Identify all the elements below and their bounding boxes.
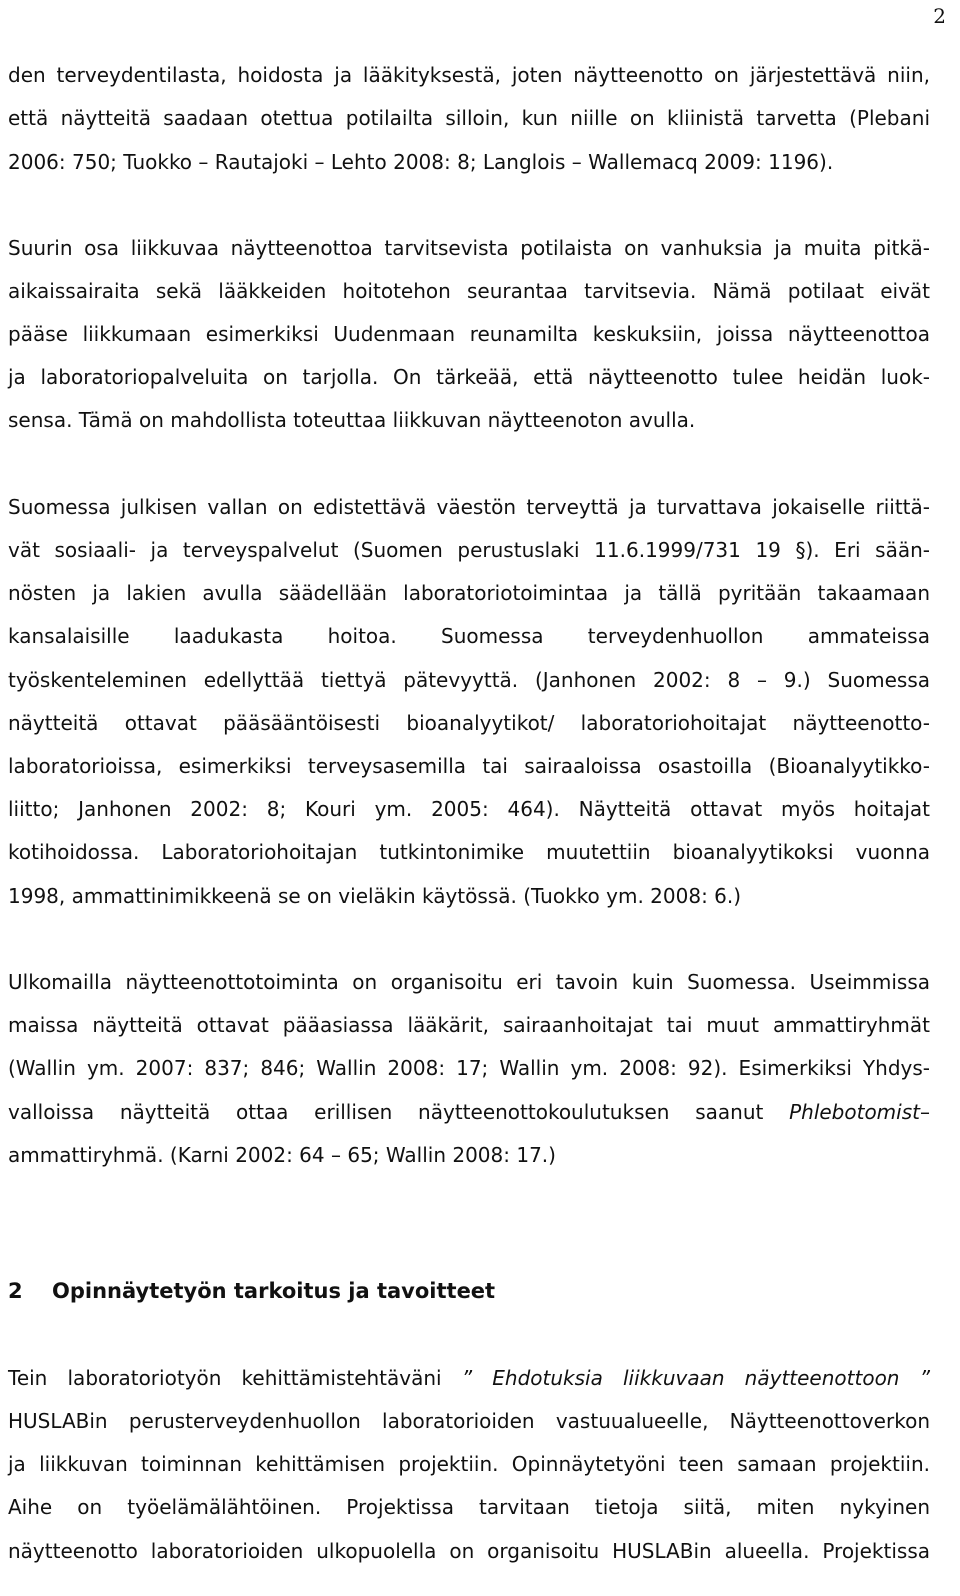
paragraph-5-line: ja liikkuvan toiminnan kehittämisen projektiin. Opinnäytetyöni teen samaan projektiin.	[8, 1452, 930, 1476]
paragraph-4-text: valloissa näytteitä ottaa erillisen näytteenottokoulutuksen saanut	[8, 1100, 790, 1124]
paragraph-2-line: ja laboratoriopalveluita on tarjolla. On tärkeää, että näytteenotto tulee heidän luok-	[8, 365, 930, 389]
paragraph-3-line: vät sosiaali- ja terveyspalvelut (Suomen perustuslaki 11.6.1999/731 19 §). Eri sään-	[8, 538, 930, 562]
paragraph-3-line: liitto; Janhonen 2002: 8; Kouri ym. 2005: 464). Näytteitä ottavat myös hoitajat	[8, 797, 930, 821]
paragraph-4-line: (Wallin ym. 2007: 837; 846; Wallin 2008: 17; Wallin ym. 2008: 92). Esimerkiksi Yhdys-	[8, 1056, 930, 1080]
paragraph-4-line: maissa näytteitä ottavat pääasiassa lääkärit, sairaanhoitajat tai muut ammattiryhmät	[8, 1013, 930, 1037]
section-number: 2	[8, 1279, 23, 1303]
paragraph-3-line: työskenteleminen edellyttää tiettyä pätevyyttä. (Janhonen 2002: 8 – 9.) Suomessa	[8, 668, 930, 692]
paragraph-1-line: 2006: 750; Tuokko – Rautajoki – Lehto 2008: 8; Langlois – Wallemacq 2009: 1196).	[8, 150, 834, 174]
paragraph-1-line: den terveydentilasta, hoidosta ja lääkityksestä, joten näytteenotto on järjestettävä niin,	[8, 63, 930, 87]
section-title: Opinnäytetyön tarkoitus ja tavoitteet	[52, 1279, 496, 1303]
paragraph-3-line: nösten ja lakien avulla säädellään laboratoriotoimintaa ja tällä pyritään takaamaan	[8, 581, 930, 605]
paragraph-2-line: Suurin osa liikkuvaa näytteenottoa tarvitsevista potilaista on vanhuksia ja muita pitkä-	[8, 236, 930, 260]
paragraph-2-line: pääse liikkumaan esimerkiksi Uudenmaan reunamilta keskuksiin, joissa näytteenottoa	[8, 322, 930, 346]
section-heading	[8, 1279, 495, 1303]
paragraph-4-dash: –	[920, 1100, 930, 1124]
paragraph-4-line: Ulkomailla näytteenottotoiminta on organisoitu eri tavoin kuin Suomessa. Useimmissa	[8, 970, 930, 994]
paragraph-4-line: ammattiryhmä. (Karni 2002: 64 – 65; Wallin 2008: 17.)	[8, 1143, 556, 1167]
paragraph-3-line: 1998, ammattinimikkeenä se on vieläkin käytössä. (Tuokko ym. 2008: 6.)	[8, 884, 742, 908]
paragraph-5-line	[8, 1365, 930, 1391]
paragraph-5-line: Aihe on työelämälähtöinen. Projektissa tarvitaan tietoja siitä, miten nykyinen	[8, 1495, 930, 1519]
paragraph-3-line: laboratorioissa, esimerkiksi terveysasemilla tai sairaaloissa osastoilla (Bioanalyytikko-	[8, 754, 930, 778]
paragraph-5-text: Tein laboratoriotyön kehittämistehtäväni	[8, 1366, 462, 1390]
phlebotomist-term: Phlebotomist	[789, 1100, 920, 1124]
paragraph-4-line	[8, 1099, 930, 1125]
paragraph-2-line: aikaissairaita sekä lääkkeiden hoitotehon seurantaa tarvitsevia. Nämä potilaat eivät	[8, 279, 930, 303]
page-number: 2	[933, 4, 946, 28]
paragraph-2-line: sensa. Tämä on mahdollista toteuttaa liikkuvan näytteenoton avulla.	[8, 408, 696, 432]
paragraph-5-line: näytteenotto laboratorioiden ulkopuolella on organisoitu HUSLABin alueella. Projektissa	[8, 1539, 930, 1563]
paragraph-3-line: kotihoidossa. Laboratoriohoitajan tutkintonimike muutettiin bioanalyytikoksi vuonna	[8, 840, 930, 864]
paragraph-3-line: kansalaisille laadukasta hoitoa. Suomessa terveydenhuollon ammateissa	[8, 624, 930, 648]
paragraph-1-line: että näytteitä saadaan otettua potilailta silloin, kun niille on kliinistä tarvetta (Plebani	[8, 106, 930, 130]
paragraph-3-line: näytteitä ottavat pääsääntöisesti bioanalyytikot/ laboratoriohoitajat näytteenotto-	[8, 711, 930, 735]
paragraph-5-line: HUSLABin perusterveydenhuollon laboratorioiden vastuualueelle, Näytteenottoverkon	[8, 1409, 930, 1433]
project-title: ” Ehdotuksia liikkuvaan näytteenottoon ”	[461, 1366, 930, 1390]
paragraph-3-line: Suomessa julkisen vallan on edistettävä väestön terveyttä ja turvattava jokaiselle riittä-	[8, 495, 930, 519]
